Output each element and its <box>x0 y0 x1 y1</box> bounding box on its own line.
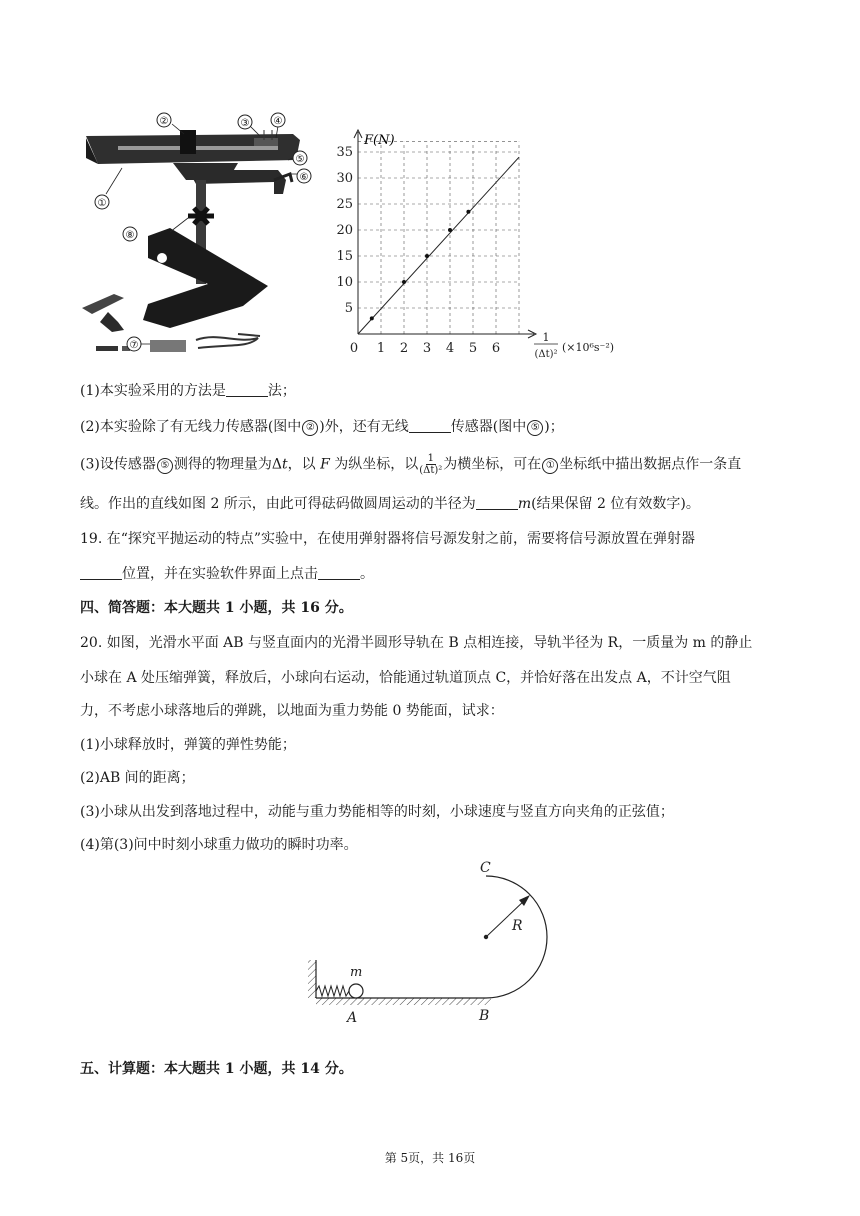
x-tick-label: 0 <box>349 341 359 356</box>
section-4-heading: 四、简答题：本大题共 1 小题，共 16 分。 <box>80 600 353 616</box>
y-tick-label: 10 <box>336 275 353 290</box>
callout-6 <box>297 169 311 183</box>
svg-text:(Δt)²: (Δt)² <box>534 349 558 360</box>
svg-text:(×10⁶s⁻²): (×10⁶s⁻²) <box>562 341 615 354</box>
x-axis-label <box>534 331 614 360</box>
x-tick-label: 5 <box>468 341 478 356</box>
answer-blank[interactable] <box>476 495 518 510</box>
data-point <box>370 316 374 320</box>
q18-part3 <box>80 453 741 476</box>
svg-text:⑦: ⑦ <box>129 340 139 351</box>
q19-line2 <box>80 564 374 584</box>
q18-p3-text-e: 为横坐标，可在 <box>443 456 542 473</box>
data-point <box>402 280 406 284</box>
q18-p3-text: (3)设传感器 <box>80 456 156 473</box>
circled-1: ① <box>542 458 558 474</box>
label-C: C <box>480 860 491 876</box>
x-tick-label: 6 <box>491 341 501 356</box>
svg-text:1: 1 <box>542 331 550 344</box>
q20-sub4: (4)第(3)问中时刻小球重力做功的瞬时功率。 <box>80 837 358 853</box>
spring <box>316 986 352 996</box>
y-tick-label: 25 <box>336 197 353 212</box>
q18-p3-text-b: 测得的物理量为Δ <box>173 456 282 473</box>
svg-text:⑥: ⑥ <box>299 172 309 183</box>
q18-p2-text-c: 传感器(图中 <box>450 419 527 435</box>
callout-2 <box>157 113 171 127</box>
apparatus-figure <box>78 108 326 360</box>
svg-text:③: ③ <box>240 118 250 129</box>
circled-5: ⑤ <box>157 458 173 474</box>
label-m: m <box>350 965 363 980</box>
callout-8 <box>123 227 137 241</box>
y-tick-label: 5 <box>344 301 353 316</box>
q20-sub2: (2)AB 间的距离； <box>80 770 195 786</box>
answer-blank[interactable] <box>318 565 360 580</box>
svg-text:①: ① <box>97 198 107 209</box>
fit-line <box>358 157 519 334</box>
circled-2: ② <box>302 420 318 436</box>
q18-p3-text-h: (结果保留 2 位有效数字)。 <box>531 496 700 512</box>
track-diagram <box>300 850 570 1030</box>
unit-m: m <box>517 496 532 512</box>
ball <box>349 984 363 998</box>
data-point <box>425 254 429 258</box>
x-tick-label: 1 <box>376 341 386 356</box>
x-tick-label: 3 <box>422 341 432 356</box>
q18-p3-text-g: 线。作出的直线如图 2 所示，由此可得砝码做圆周运动的半径为 <box>80 496 476 512</box>
x-tick-label: 2 <box>399 341 409 356</box>
q18-part1 <box>80 381 296 401</box>
q20-sub3: (3)小球从出发到落地过程中，动能与重力势能相等的时刻，小球速度与竖直方向夹角的正弦值； <box>80 804 674 820</box>
page-footer: 第 5页，共 16页 <box>384 1151 476 1165</box>
svg-text:⑧: ⑧ <box>125 230 135 241</box>
callout-3 <box>238 115 252 129</box>
answer-blank[interactable] <box>409 418 451 433</box>
q20-sub1: (1)小球释放时，弹簧的弹性势能； <box>80 737 296 753</box>
q20-line1: 20. 如图，光滑水平面 AB 与竖直面内的光滑半圆形导轨在 B 点相连接，导轨半径为 R，一质量为 m 的静止 <box>80 635 753 651</box>
q20-line3: 力，不考虑小球落地后的弹跳，以地面为重力势能 0 势能面，试求： <box>80 703 504 719</box>
y-tick-label: 20 <box>336 223 353 238</box>
y-tick-label: 30 <box>336 171 353 186</box>
q20-line2: 小球在 A 处压缩弹簧，释放后，小球向右运动，恰能通过轨道顶点 C，并恰好落在出发点 A，不计空气阻 <box>80 670 731 686</box>
svg-text:②: ② <box>159 116 169 127</box>
q18-part2 <box>80 417 564 437</box>
callout-7 <box>127 337 141 351</box>
callout-5 <box>293 151 307 165</box>
q18-p1-end: 法； <box>267 383 296 399</box>
data-point <box>466 210 470 214</box>
q18-p3-text-d: 为纵坐标，以 <box>329 456 419 473</box>
fraction-1-over-dt2: $\frac{1}{\text{(Δt)²}}$ <box>419 453 443 476</box>
q18-p3-text-f: 坐标纸中描出数据点作一条直 <box>559 456 742 473</box>
q19-text-b: 位置，并在实验软件界面上点击 <box>122 566 318 582</box>
var-F: F <box>320 456 330 473</box>
semicircular-track <box>486 876 547 998</box>
svg-text:⑤: ⑤ <box>295 154 305 165</box>
q18-p1-text: (1)本实验采用的方法是 <box>80 383 226 399</box>
var-t: t <box>281 456 288 473</box>
q18-p2-text-b: )外，还有无线 <box>319 419 409 435</box>
q19-line1: 19. 在“探究平抛运动的特点”实验中，在使用弹射器将信号源发射之前，需要将信号源放置在弹射器 <box>80 531 696 547</box>
y-axis-label: F(N) <box>364 133 395 148</box>
q18-p2-text: (2)本实验除了有无线力传感器(图中 <box>80 419 302 435</box>
label-A: A <box>347 1010 358 1026</box>
q19-text-c: 。 <box>360 566 374 582</box>
q18-part3-cont <box>80 494 700 514</box>
svg-text:④: ④ <box>273 116 283 127</box>
label-R: R <box>512 918 523 934</box>
section-5-heading: 五、计算题：本大题共 1 小题，共 14 分。 <box>80 1061 353 1077</box>
y-tick-label: 15 <box>336 249 353 264</box>
answer-blank[interactable] <box>226 382 268 397</box>
data-point <box>448 228 452 232</box>
callout-1 <box>95 195 109 209</box>
callout-4 <box>271 113 285 127</box>
q18-p3-text-c: ，以 <box>287 456 321 473</box>
q18-p2-text-d: )； <box>544 419 564 435</box>
circled-5: ⑤ <box>527 420 543 436</box>
answer-blank[interactable] <box>80 565 122 580</box>
x-tick-label: 4 <box>445 341 455 356</box>
y-tick-label: 35 <box>336 145 353 160</box>
label-B: B <box>479 1008 490 1024</box>
force-chart <box>336 124 632 366</box>
